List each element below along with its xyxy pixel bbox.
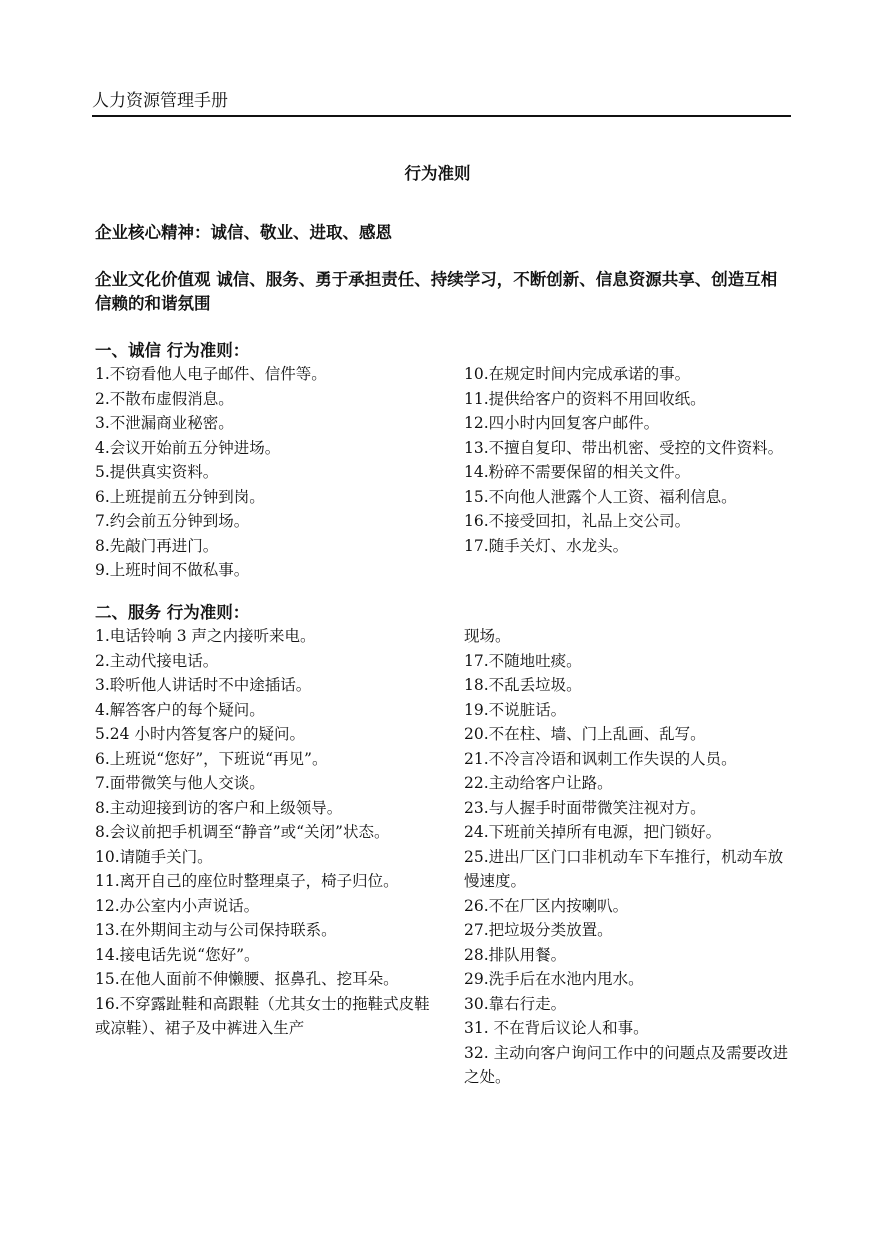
list-item: 7.约会前五分钟到场。: [95, 512, 250, 530]
list-item: 4.解答客户的每个疑问。: [95, 700, 265, 719]
list-item: 9.上班时间不做私事。: [95, 561, 250, 579]
list-item: 16.不接受回扣，礼品上交公司。: [464, 512, 691, 530]
list-item: 8.先敲门再进门。: [95, 536, 219, 555]
list-item: 20.不在柱、墙、门上乱画、乱写。: [464, 725, 706, 743]
page-title: 行为准则: [404, 164, 471, 183]
list-item: 1.不窃看他人电子邮件、信件等。: [95, 365, 327, 383]
list-item: 3.不泄漏商业秘密。: [95, 414, 234, 432]
list-item: 23.与人握手时面带微笑注视对方。: [464, 798, 706, 817]
list-item: 31. 不在背后议论人和事。: [464, 1019, 649, 1037]
list-item: 10.在规定时间内完成承诺的事。: [464, 365, 691, 383]
list-item: 12.办公室内小声说话。: [95, 896, 260, 915]
list-item: 19.不说脏话。: [464, 700, 567, 719]
list-item: 15.在他人面前不伸懒腰、抠鼻孔、挖耳朵。: [95, 970, 399, 988]
list-item: 10.请随手关门。: [95, 847, 213, 866]
section2-heading: 二、服务 行为准则：: [95, 603, 250, 622]
culture-values: 企业文化价值观 诚信、服务、勇于承担责任、持续学习，不断创新、信息资源共享、创造互相信赖的和谐氛围: [95, 270, 778, 313]
list-item: 现场。: [464, 627, 511, 645]
section1-heading: 一、诚信 行为准则：: [95, 341, 250, 360]
list-item: 8.主动迎接到访的客户和上级领导。: [95, 798, 343, 817]
list-item: 3.聆听他人讲话时不中途插话。: [95, 676, 312, 694]
list-item: 11.提供给客户的资料不用回收纸。: [464, 389, 706, 408]
list-item: 13.在外期间主动与公司保持联系。: [95, 921, 337, 939]
list-item: 25.进出厂区门口非机动车下车推行，机动车放慢速度。: [464, 847, 784, 890]
list-item: 22.主动给客户让路。: [464, 774, 613, 792]
header-divider: [92, 115, 791, 117]
list-item: 21.不冷言冷语和讽刺工作失误的人员。: [464, 749, 737, 768]
list-item: 18.不乱丢垃圾。: [464, 676, 582, 694]
list-item: 5.24 小时内答复客户的疑问。: [95, 725, 305, 743]
list-item: 13.不擅自复印、带出机密、受控的文件资料。: [464, 438, 784, 457]
section1-right-list: [464, 362, 794, 558]
list-item: 6.上班提前五分钟到岗。: [95, 487, 265, 506]
list-item: 15.不向他人泄露个人工资、福利信息。: [464, 487, 737, 506]
list-item: 12.四小时内回复客户邮件。: [464, 414, 660, 432]
list-item: 5.提供真实资料。: [95, 463, 219, 481]
list-item: 30.靠右行走。: [464, 994, 567, 1013]
section2-right-list: [464, 624, 794, 1090]
list-item: 1.电话铃响 3 声之内接听来电。: [95, 627, 316, 645]
list-item: 28.排队用餐。: [464, 945, 567, 964]
list-item: 16.不穿露趾鞋和高跟鞋（尤其女士的拖鞋式皮鞋或凉鞋）、裙子及中裤进入生产: [95, 994, 430, 1037]
list-item: 11.离开自己的座位时整理桌子，椅子归位。: [95, 872, 399, 890]
list-item: 14.接电话先说“您好”。: [95, 945, 260, 964]
list-item: 29.洗手后在水池内甩水。: [464, 970, 644, 988]
list-item: 6.上班说“您好”，下班说“再见”。: [95, 749, 328, 768]
list-item: 4.会议开始前五分钟进场。: [95, 438, 281, 457]
section1-left-list: [95, 362, 435, 583]
core-spirit: 企业核心精神：诚信、敬业、进取、感恩: [95, 223, 392, 242]
list-item: 26.不在厂区内按喇叭。: [464, 896, 629, 915]
list-item: 2.不散布虚假消息。: [95, 389, 234, 408]
list-item: 27.把垃圾分类放置。: [464, 921, 613, 939]
list-item: 32. 主动向客户询问工作中的问题点及需要改进之处。: [464, 1043, 789, 1086]
list-item: 24.下班前关掉所有电源，把门锁好。: [464, 823, 722, 841]
list-item: 14.粉碎不需要保留的相关文件。: [464, 463, 691, 481]
section2-left-list: [95, 624, 435, 1041]
list-item: 8.会议前把手机调至“静音”或“关闭”状态。: [95, 823, 390, 841]
list-item: 17.不随地吐痰。: [464, 651, 582, 670]
list-item: 17.随手关灯、水龙头。: [464, 536, 629, 555]
list-item: 2.主动代接电话。: [95, 651, 219, 670]
document-header: 人力资源管理手册: [92, 91, 228, 111]
list-item: 7.面带微笑与他人交谈。: [95, 774, 265, 792]
